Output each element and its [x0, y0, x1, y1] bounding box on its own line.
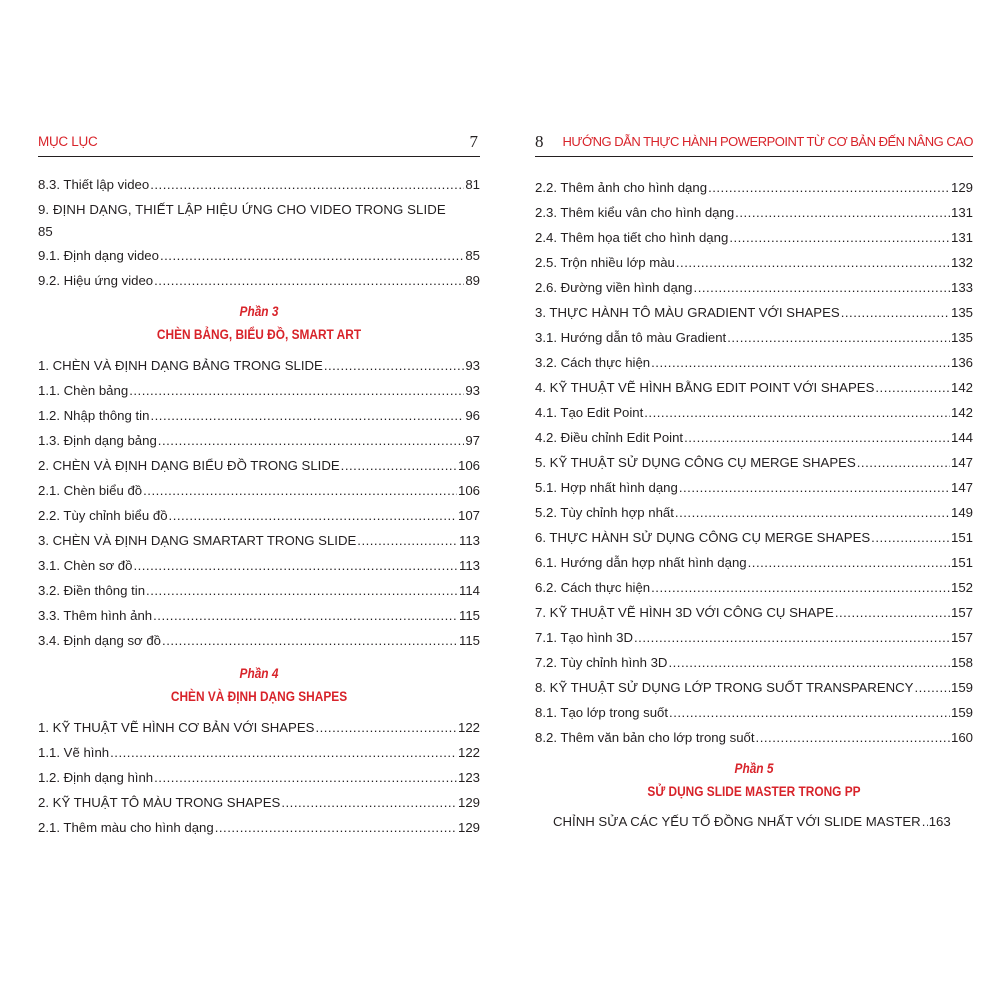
part-heading	[65, 662, 454, 708]
toc-entry-title: 5.1. Hợp nhất hình dạng	[535, 480, 678, 495]
toc-entry[interactable]	[38, 268, 480, 293]
header-title: HƯỚNG DẪN THỰC HÀNH POWERPOINT TỪ CƠ BẢN ĐẾN NÂNG CAO	[562, 134, 973, 149]
toc-entry-page: 122	[457, 745, 480, 760]
toc-entry-title: 4. KỸ THUẬT VẼ HÌNH BẰNG EDIT POINT VỚI SHAPES	[535, 380, 875, 395]
part-label: Phần 5	[734, 761, 774, 776]
toc-entry[interactable]	[535, 675, 973, 700]
toc-entry[interactable]	[535, 600, 973, 625]
toc-entry-page: 129	[950, 180, 973, 195]
toc-entry-page: 151	[950, 530, 973, 545]
leader-dots	[324, 353, 465, 378]
toc-entry-title: 2. KỸ THUẬT TÔ MÀU TRONG SHAPES	[38, 795, 281, 810]
table-of-contents-right	[535, 175, 973, 834]
toc-entry-title: 8.1. Tạo lớp trong suốt	[535, 705, 669, 720]
toc-entry[interactable]	[535, 350, 973, 375]
toc-entry-title: 3.4. Định dạng sơ đồ	[38, 633, 162, 648]
toc-entry[interactable]	[535, 225, 973, 250]
toc-entry-title: 2.2. Tùy chỉnh biểu đồ	[38, 508, 168, 523]
toc-entry[interactable]	[535, 300, 973, 325]
toc-entry[interactable]	[38, 715, 480, 740]
part-heading	[65, 300, 454, 346]
toc-entry-title: 7.1. Tạo hình 3D	[535, 630, 633, 645]
toc-entry[interactable]	[38, 453, 480, 478]
toc-entry[interactable]	[38, 478, 480, 503]
toc-entry-page: 115	[458, 608, 480, 623]
part-title: CHÈN VÀ ĐỊNH DẠNG SHAPES	[170, 689, 348, 704]
leader-dots	[875, 375, 950, 400]
toc-entry-title: 5. KỸ THUẬT SỬ DỤNG CÔNG CỤ MERGE SHAPES	[535, 455, 856, 470]
toc-entry[interactable]	[38, 603, 480, 628]
toc-entry-title: 1. KỸ THUẬT VẼ HÌNH CƠ BẢN VỚI SHAPES	[38, 720, 315, 735]
toc-entry-title: 6.2. Cách thực hiện	[535, 580, 651, 595]
toc-entry-page: 135	[950, 330, 973, 345]
toc-entry-page: 113	[458, 558, 480, 573]
toc-entry-title: 1.1. Chèn bảng	[38, 383, 129, 398]
toc-entry-title: 3.1. Chèn sơ đồ	[38, 558, 133, 573]
leader-dots	[154, 765, 457, 790]
toc-entry-page: 135	[950, 305, 973, 320]
toc-entry-title: 1. CHÈN VÀ ĐỊNH DẠNG BẢNG TRONG SLIDE	[38, 358, 323, 373]
toc-entry-title: 7. KỸ THUẬT VẼ HÌNH 3D VỚI CÔNG CỤ SHAPE	[535, 605, 834, 620]
leader-dots	[357, 528, 458, 553]
toc-entry[interactable]	[38, 243, 480, 268]
toc-entry-page: 93	[465, 358, 480, 373]
toc-entry-title: 1.3. Định dạng bảng	[38, 433, 157, 448]
toc-entry-page: 151	[950, 555, 973, 570]
toc-entry-page: 157	[950, 630, 973, 645]
toc-entry-page: 106	[457, 483, 480, 498]
leader-dots	[315, 715, 457, 740]
leader-dots	[922, 809, 928, 834]
toc-entry-page: 114	[458, 583, 480, 598]
leader-dots	[143, 478, 457, 503]
toc-entry-page: 160	[950, 730, 973, 745]
toc-entry[interactable]	[38, 528, 480, 553]
header-title: MỤC LỤC	[38, 134, 98, 149]
leader-dots	[215, 815, 457, 840]
leader-dots	[708, 175, 950, 200]
leader-dots	[146, 578, 458, 603]
toc-entry-title: 2.3. Thêm kiểu vân cho hình dạng	[535, 205, 735, 220]
toc-entry[interactable]	[38, 503, 480, 528]
toc-entry[interactable]	[535, 550, 973, 575]
leader-dots	[835, 600, 950, 625]
toc-entry[interactable]	[535, 575, 973, 600]
toc-entry-page: 136	[950, 355, 973, 370]
leader-dots	[857, 450, 950, 475]
toc-entry-page: 147	[950, 455, 973, 470]
toc-entry[interactable]	[38, 403, 480, 428]
toc-entry-title: 3. CHÈN VÀ ĐỊNH DẠNG SMARTART TRONG SLIDE	[38, 533, 357, 548]
toc-entry-title: 7.2. Tùy chỉnh hình 3D	[535, 655, 668, 670]
toc-entry[interactable]	[38, 790, 480, 815]
toc-entry-page: 158	[950, 655, 973, 670]
toc-entry[interactable]	[535, 700, 973, 725]
toc-entry-title: CHỈNH SỬA CÁC YẾU TỐ ĐỒNG NHẤT VỚI SLIDE MASTER	[553, 814, 921, 829]
leader-dots	[668, 650, 950, 675]
toc-entry[interactable]	[535, 200, 973, 225]
leader-dots	[281, 790, 457, 815]
toc-entry-title: 2.4. Thêm họa tiết cho hình dạng	[535, 230, 729, 245]
part-heading	[561, 757, 946, 803]
leader-dots	[675, 500, 950, 525]
leader-dots	[871, 525, 950, 550]
toc-entry[interactable]	[535, 425, 973, 450]
leader-dots	[841, 300, 950, 325]
toc-entry-page: 131	[950, 230, 973, 245]
toc-entry[interactable]	[535, 450, 973, 475]
toc-entry-page: 122	[457, 720, 480, 735]
leader-dots	[729, 225, 950, 250]
leader-dots	[160, 243, 464, 268]
part-label: Phần 4	[239, 666, 279, 681]
toc-entry-page: 132	[950, 255, 973, 270]
toc-entry-title: 9.1. Định dạng video	[38, 248, 159, 263]
toc-entry-page: 129	[457, 820, 480, 835]
toc-entry-title: 1.1. Vẽ hình	[38, 745, 110, 760]
toc-entry[interactable]	[38, 765, 480, 790]
leader-dots	[150, 172, 464, 197]
part-title: CHÈN BẢNG, BIỂU ĐỒ, SMART ART	[156, 327, 362, 342]
leader-dots	[150, 403, 464, 428]
toc-entry[interactable]	[535, 500, 973, 525]
toc-entry-title: 4.1. Tạo Edit Point	[535, 405, 644, 420]
leader-dots	[133, 553, 458, 578]
toc-entry-page: 97	[465, 433, 480, 448]
toc-entry-page: 113	[458, 533, 480, 548]
toc-entry-title: 4.2. Điều chỉnh Edit Point	[535, 430, 684, 445]
toc-entry-title: 3.1. Hướng dẫn tô màu Gradient	[535, 330, 727, 345]
toc-entry[interactable]	[38, 172, 480, 197]
toc-entry-page: 89	[465, 273, 480, 288]
toc-entry-page: 93	[465, 383, 480, 398]
leader-dots	[634, 625, 950, 650]
leader-dots	[694, 275, 950, 300]
toc-entry-page: 85	[465, 248, 480, 263]
toc-entry-page: 142	[950, 405, 973, 420]
toc-entry-page: 133	[950, 280, 973, 295]
toc-entry-page: 96	[465, 408, 480, 423]
toc-entry-page: 159	[950, 680, 973, 695]
toc-entry[interactable]	[535, 475, 973, 500]
toc-entry[interactable]	[38, 815, 480, 840]
toc-entry-title: 6. THỰC HÀNH SỬ DỤNG CÔNG CỤ MERGE SHAPES	[535, 530, 871, 545]
leader-dots	[154, 268, 464, 293]
leader-dots	[914, 675, 950, 700]
leader-dots	[158, 428, 465, 453]
toc-entry-page: 149	[950, 505, 973, 520]
toc-entry-page: 129	[457, 795, 480, 810]
toc-entry[interactable]	[38, 353, 480, 378]
toc-entry-title: 2.1. Chèn biểu đồ	[38, 483, 143, 498]
toc-entry-title: 2. CHÈN VÀ ĐỊNH DẠNG BIỂU ĐỒ TRONG SLIDE	[38, 458, 340, 473]
leader-dots	[669, 700, 950, 725]
leader-dots	[748, 550, 950, 575]
leader-dots	[644, 400, 950, 425]
toc-entry-page: 131	[950, 205, 973, 220]
leader-dots	[110, 740, 457, 765]
left-page-header	[38, 132, 480, 157]
toc-entry-page: 81	[465, 177, 480, 192]
leader-dots	[735, 200, 950, 225]
toc-entry[interactable]	[535, 725, 973, 750]
toc-entry-title: 8.2. Thêm văn bản cho lớp trong suốt	[535, 730, 755, 745]
toc-entry[interactable]	[38, 578, 480, 603]
toc-entry[interactable]	[38, 553, 480, 578]
toc-entry-page: 123	[457, 770, 480, 785]
leader-dots	[651, 575, 950, 600]
right-page-header	[535, 132, 973, 157]
leader-dots	[676, 250, 950, 275]
leader-dots	[341, 453, 457, 478]
toc-entry[interactable]	[535, 275, 973, 300]
toc-entry-title: 2.2. Thêm ảnh cho hình dạng	[535, 180, 708, 195]
toc-entry[interactable]	[535, 375, 973, 400]
toc-entry-title: 3. THỰC HÀNH TÔ MÀU GRADIENT VỚI SHAPES	[535, 305, 840, 320]
toc-entry-title: 9.2. Hiệu ứng video	[38, 273, 154, 288]
toc-entry-title: 8.3. Thiết lập video	[38, 177, 150, 192]
toc-entry-page: 147	[950, 480, 973, 495]
toc-entry[interactable]	[38, 628, 480, 653]
leader-dots	[679, 475, 950, 500]
leader-dots	[684, 425, 950, 450]
toc-entry[interactable]	[38, 428, 480, 453]
toc-entry-page: 157	[950, 605, 973, 620]
toc-entry-title: 3.2. Cách thực hiện	[535, 355, 651, 370]
toc-entry[interactable]	[535, 400, 973, 425]
table-of-contents-left	[38, 172, 480, 840]
toc-entry[interactable]	[535, 175, 973, 200]
toc-entry-title: 3.2. Điền thông tin	[38, 583, 146, 598]
toc-entry[interactable]	[38, 197, 480, 243]
page-number: 7	[469, 132, 478, 151]
toc-entry-title: 2.6. Đường viền hình dạng	[535, 280, 693, 295]
toc-entry[interactable]	[535, 650, 973, 675]
leader-dots	[756, 725, 950, 750]
toc-entry[interactable]	[535, 525, 973, 550]
toc-entry-title: 5.2. Tùy chỉnh hợp nhất	[535, 505, 674, 520]
toc-entry-page: 107	[457, 508, 480, 523]
toc-entry-page: 85	[38, 224, 53, 239]
toc-entry-page: 163	[928, 814, 951, 829]
toc-entry-page: 144	[950, 430, 973, 445]
toc-entry-page: 142	[950, 380, 973, 395]
toc-entry-title: 1.2. Nhập thông tin	[38, 408, 150, 423]
toc-entry-page: 106	[457, 458, 480, 473]
leader-dots	[727, 325, 950, 350]
toc-entry[interactable]	[38, 378, 480, 403]
part-title: SỬ DỤNG SLIDE MASTER TRONG PP	[647, 784, 861, 799]
toc-entry-page: 159	[950, 705, 973, 720]
toc-entry-title: 1.2. Định dạng hình	[38, 770, 154, 785]
leader-dots	[651, 350, 950, 375]
toc-entry[interactable]	[535, 625, 973, 650]
toc-entry-title: 3.3. Thêm hình ảnh	[38, 608, 153, 623]
toc-entry[interactable]	[535, 325, 973, 350]
toc-entry-title: 6.1. Hướng dẫn hợp nhất hình dạng	[535, 555, 747, 570]
leader-dots	[169, 503, 457, 528]
leader-dots	[162, 628, 458, 653]
page-number: 8	[535, 132, 544, 151]
part-label: Phần 3	[239, 304, 279, 319]
toc-entry[interactable]	[535, 809, 973, 834]
toc-entry[interactable]	[38, 740, 480, 765]
right-page	[535, 0, 973, 1000]
toc-entry-title: 2.1. Thêm màu cho hình dạng	[38, 820, 214, 835]
toc-entry-page: 152	[950, 580, 973, 595]
toc-entry-title: 8. KỸ THUẬT SỬ DỤNG LỚP TRONG SUỐT TRANSPARENCY	[535, 680, 914, 695]
left-page	[38, 0, 480, 1000]
leader-dots	[129, 378, 464, 403]
toc-entry-title: 2.5. Trộn nhiều lớp màu	[535, 255, 675, 270]
toc-entry-page: 115	[458, 633, 480, 648]
toc-entry[interactable]	[535, 250, 973, 275]
toc-entry-title: 9. ĐỊNH DẠNG, THIẾT LẬP HIỆU ỨNG CHO VIDEO TRONG SLIDE	[38, 202, 446, 217]
leader-dots	[153, 603, 458, 628]
